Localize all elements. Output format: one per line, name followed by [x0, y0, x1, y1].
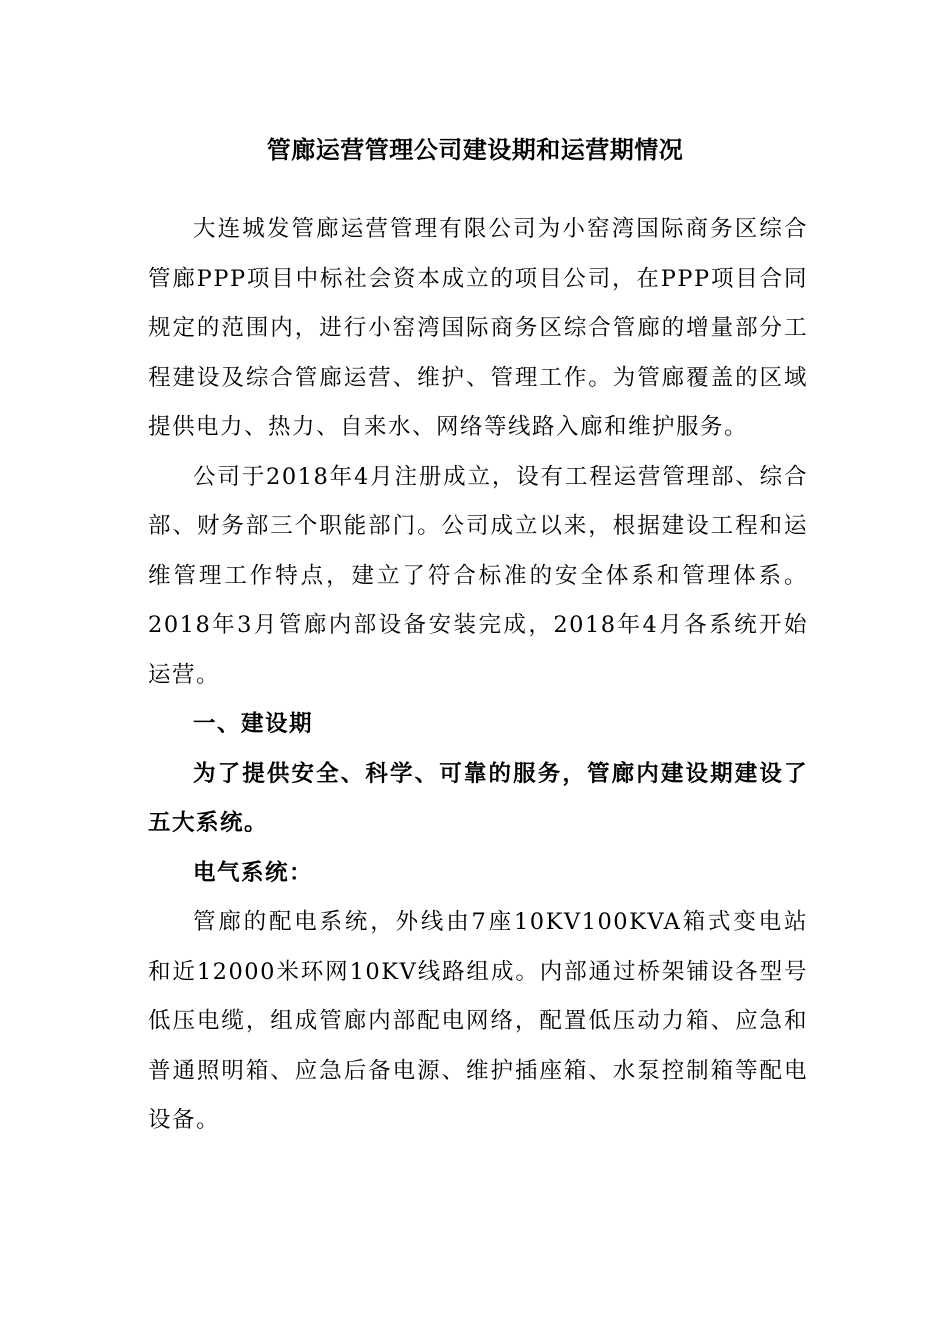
paragraph-section-summary: 为了提供安全、科学、可靠的服务，管廊内建设期建设了五大系统。 — [148, 760, 808, 836]
section-heading-construction: 一、建设期 — [193, 711, 314, 737]
paragraph-intro: 大连城发管廊运营管理有限公司为小窑湾国际商务区综合管廊PPP项目中标社会资本成立的项目公司，在PPP项目合同规定的范围内，进行小窑湾国际商务区综合管廊的增量部分工程建设及综合管廊运营、维护、管理工作。为管廊覆盖的区域提供电力、热力、自来水、网络等线路入廊和维护服务。 — [148, 216, 808, 440]
document-body — [148, 205, 808, 1146]
subheading-electrical: 电气系统： — [193, 859, 314, 886]
document-title: 管廊运营管理公司建设期和运营期情况 — [266, 136, 684, 164]
paragraph-electrical: 管廊的配电系统，外线由7座10KV100KVA箱式变电站和近12000米环网10KV线路组成。内部通过桥架铺设各型号低压电缆，组成管廊内部配电网络，配置低压动力箱、应急和普通照明箱、应急后备电源、维护插座箱、水泵控制箱等配电设备。 — [148, 909, 808, 1133]
paragraph-company: 公司于2018年4月注册成立，设有工程运营管理部、综合部、财务部三个职能部门。公司成立以来，根据建设工程和运维管理工作特点，建立了符合标准的安全体系和管理体系。2018年3月管廊内部设备安装完成，2018年4月各系统开始运营。 — [148, 463, 808, 688]
